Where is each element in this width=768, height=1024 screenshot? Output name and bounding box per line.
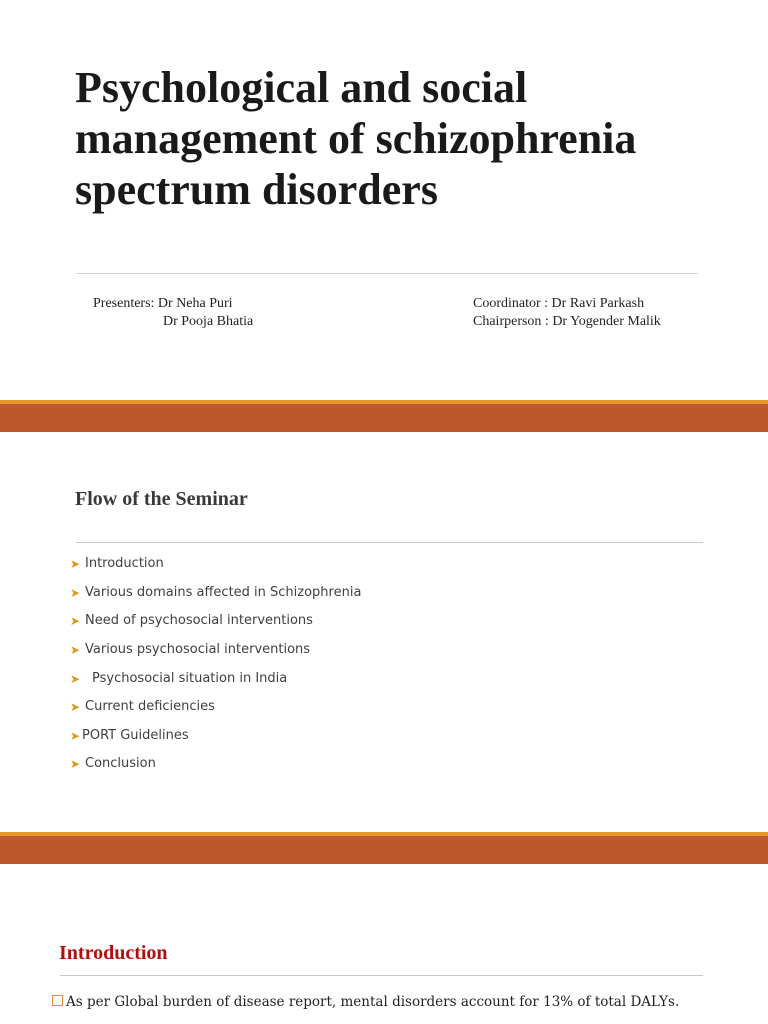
list-item — [70, 664, 361, 693]
slide-heading: Introduction — [59, 942, 168, 964]
title-line: Psychological and social — [75, 63, 528, 112]
coordinator-line: Coordinator : Dr Ravi Parkash — [473, 296, 645, 311]
list-item — [70, 750, 361, 779]
arrow-bullet-icon: ➤ — [70, 643, 81, 658]
list-item — [70, 607, 361, 636]
list-item-label: Conclusion — [85, 756, 156, 772]
presenters-line: Presenters: Dr Neha Puri — [93, 296, 233, 311]
seminar-flow-slide — [0, 432, 768, 832]
arrow-bullet-icon: ➤ — [70, 671, 81, 686]
slide-heading: Flow of the Seminar — [75, 488, 248, 510]
title-divider — [76, 273, 698, 274]
list-item-label: Current deficiencies — [85, 699, 215, 715]
seminar-flow-list — [70, 550, 361, 779]
heading-divider — [60, 975, 703, 976]
list-item — [70, 579, 361, 608]
list-item-label: Need of psychosocial interventions — [85, 613, 313, 629]
presenters-block — [93, 295, 343, 331]
square-bullet-icon — [52, 995, 63, 1006]
list-item-label: Various psychosocial interventions — [85, 642, 311, 658]
list-item-label: PORT Guidelines — [82, 727, 189, 743]
presenters-line: Dr Pooja Bhatia — [163, 314, 254, 329]
arrow-bullet-icon: ➤ — [70, 614, 81, 629]
intro-paragraph-text: As per Global burden of disease report, mental disorders account for 13% of total DALYs. — [66, 994, 680, 1010]
slide-separator-band — [0, 400, 768, 432]
arrow-bullet-icon: ➤ — [70, 557, 81, 572]
heading-divider — [76, 542, 703, 543]
title-slide — [0, 0, 768, 400]
chairperson-line: Chairperson : Dr Yogender Malik — [473, 314, 661, 329]
slide-separator-band — [0, 832, 768, 864]
arrow-bullet-icon: ➤ — [70, 700, 81, 715]
arrow-bullet-icon: ➤ — [70, 585, 81, 600]
list-item-label: Psychosocial situation in India — [92, 670, 288, 686]
arrow-bullet-icon: ➤ — [70, 728, 81, 743]
list-item — [70, 722, 361, 751]
intro-paragraph — [52, 994, 752, 1010]
list-item — [70, 636, 361, 665]
list-item — [70, 693, 361, 722]
introduction-slide — [0, 864, 768, 1024]
title-line: spectrum disorders — [75, 165, 438, 214]
list-item-label: Various domains affected in Schizophrenia — [85, 584, 362, 600]
presentation-title — [75, 62, 715, 215]
title-line: management of schizophrenia — [75, 114, 637, 163]
list-item — [70, 550, 361, 579]
arrow-bullet-icon: ➤ — [70, 757, 81, 772]
list-item-label: Introduction — [85, 556, 164, 572]
coordinator-block — [473, 295, 743, 331]
